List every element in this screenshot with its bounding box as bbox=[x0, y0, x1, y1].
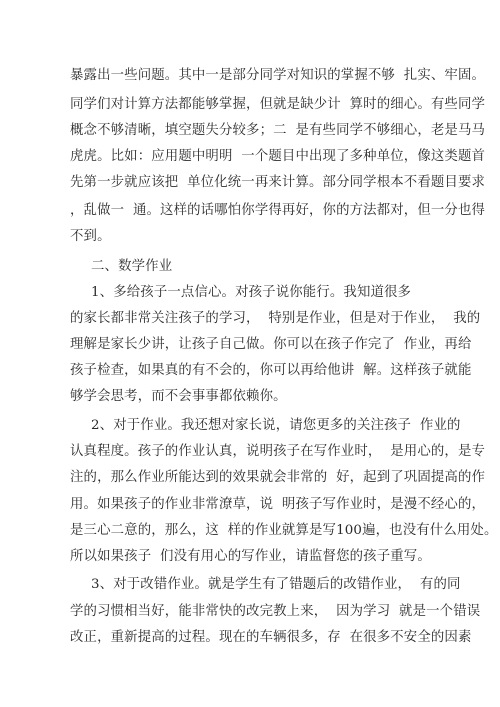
body-text-line: 学的习惯相当好，能非常快的改完教上来， 因为学习 就是一个错误 bbox=[70, 604, 481, 619]
body-text-line: 孩子检查，如果真的有不会的，你可以再给他讲 解。这样孩子就能 bbox=[70, 363, 472, 378]
body-text-line: 用。如果孩子的作业非常潦草，说 明孩子写作业时，是漫不经心的， bbox=[70, 497, 486, 512]
body-text-line: 理解是家长少讲，让孩子自己做。你可以在孩子作完了 作业，再给 bbox=[70, 337, 472, 352]
body-text-line: 改正，重新提高的过程。现在的车辆很多，存 在很多不安全的因素 bbox=[70, 630, 472, 645]
body-text-line: 1、多给孩子一点信心。对孩子说你能行。我知道很多 bbox=[91, 285, 412, 300]
body-text-line: 是三心二意的，那么，这 样的作业就算是写100遍，也没有什么用处。 bbox=[70, 523, 498, 538]
body-text-line: 注的，那么作业所能达到的效果就会非常的 好，起到了巩固提高的作 bbox=[70, 470, 486, 485]
body-text-line: ，乱做一 通。这样的话哪怕你学得再好，你的方法都对，但一分也得 bbox=[70, 203, 486, 218]
body-text-line: 所以如果孩子 们没有用心的写作业，请监督您的孩子重写。 bbox=[70, 549, 431, 564]
body-text-line: 同学们对计算方法都能够掌握，但就是缺少计 算时的细心。有些同学 bbox=[70, 97, 486, 112]
body-text-line: 暴露出一些问题。其中一是部分同学对知识的掌握不够 扎实、牢固。 bbox=[70, 68, 486, 83]
body-text-line: 概念不够清晰，填空题失分较多；二 是有些同学不够细心，老是马马 bbox=[70, 123, 486, 138]
body-text-line: 3、对于改错作业。就是学生有了错题后的改错作业， 有的同 bbox=[91, 577, 461, 592]
body-text-line: 不到。 bbox=[70, 229, 111, 244]
body-text-line: 的家长都非常关注孩子的学习， 特别是作业，但是对于作业， 我的 bbox=[70, 311, 481, 326]
body-text-line: 虎虎。比如：应用题中明明 一个题目中出现了多种单位，像这类题首 bbox=[70, 149, 486, 164]
body-text-line: 够学会思考，而不会事事都依赖你。 bbox=[70, 389, 287, 404]
body-text-line: 认真程度。孩子的作业认真，说明孩子在写作业时， 是用心的，是专 bbox=[70, 444, 486, 459]
body-text-line: 先第一步就应该把 单位化统一再来计算。部分同学根本不看题目要求 bbox=[70, 175, 486, 190]
section-heading: 二、数学作业 bbox=[91, 259, 173, 274]
body-text-line: 2、对于作业。我还想对家长说，请您更多的关注孩子 作业的 bbox=[91, 418, 461, 433]
